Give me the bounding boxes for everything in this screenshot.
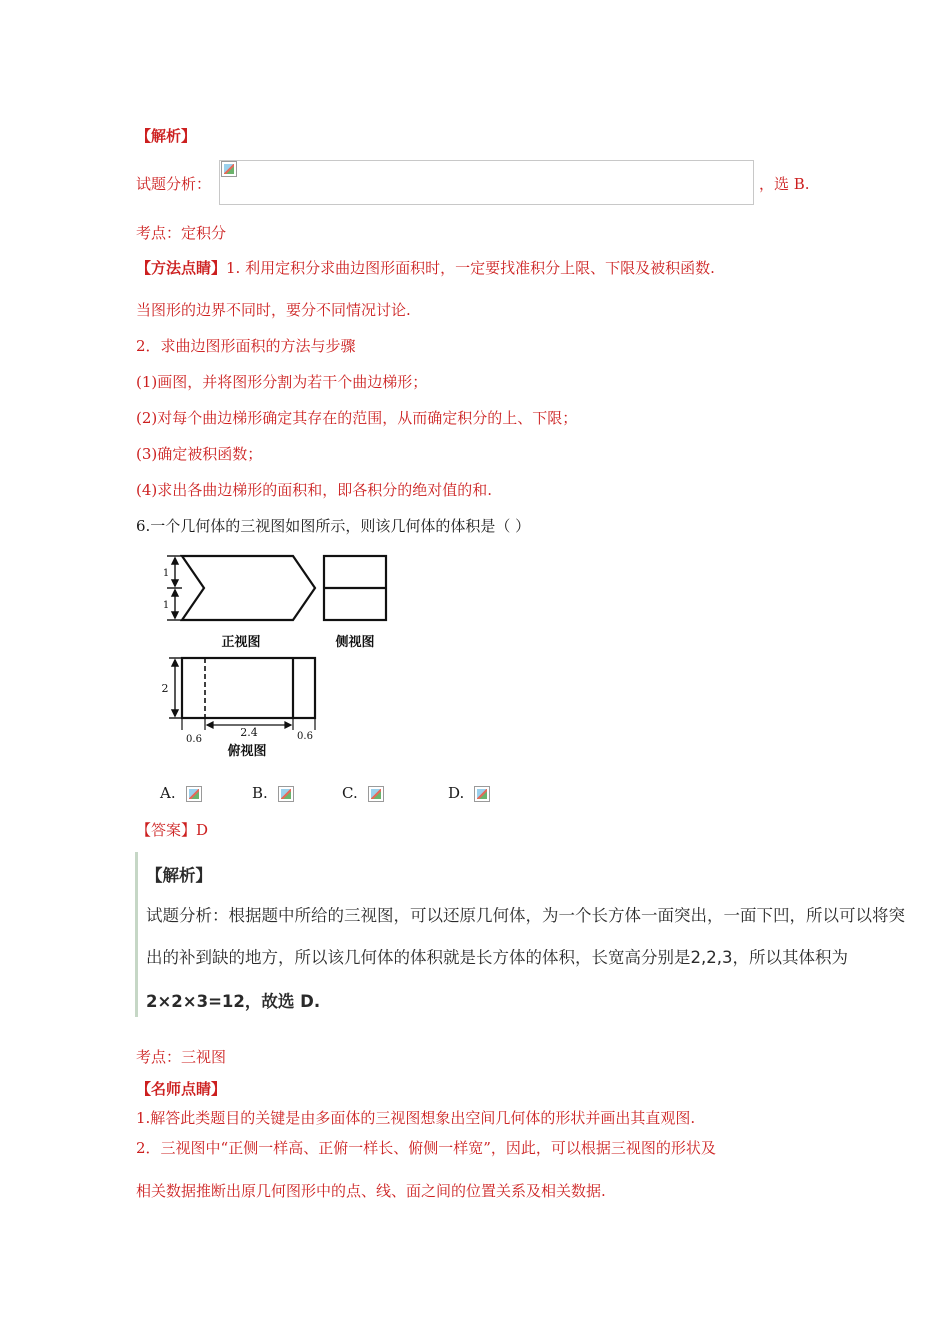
keypoint-three-view: 考点：三视图 — [136, 1048, 227, 1066]
option-c[interactable] — [342, 784, 384, 802]
formula-image-placeholder — [219, 160, 754, 205]
analysis-tail: ，选 B. — [759, 175, 810, 193]
dim-2.4: 2.4 — [240, 726, 258, 739]
scan-heading: 【解析】 — [146, 866, 212, 885]
option-c-label: C. — [342, 784, 358, 802]
method-line-1-text: 1. 利用定积分求曲边图形面积时，一定要找准积分上限、下限及被积函数. — [226, 259, 715, 277]
scan-line-3: 2×2×3=12，故选 D. — [146, 992, 321, 1011]
scan-line-1: 试题分析：根据题中所给的三视图，可以还原几何体，为一个长方体一面突出，一面下凹，所以可以将突 — [146, 906, 905, 925]
dim-1a: 1 — [162, 568, 170, 579]
step-2: (2)对每个曲边梯形确定其存在的范围，从而确定积分的上、下限； — [136, 409, 578, 427]
top-view-label: 俯视图 — [227, 744, 267, 759]
option-d[interactable] — [448, 784, 490, 802]
three-view-figure — [155, 548, 400, 763]
method-line-1 — [136, 258, 715, 278]
option-b[interactable] — [252, 784, 294, 802]
answer-label: 【答案】D — [136, 821, 209, 839]
front-view — [182, 556, 315, 620]
option-b-label: B. — [252, 784, 268, 802]
method-heading: 【方法点睛】 — [136, 259, 227, 277]
top-view — [182, 658, 315, 718]
step-4: (4)求出各曲边梯形的面积和，即各积分的绝对值的和. — [136, 481, 493, 499]
step-3: (3)确定被积函数； — [136, 445, 263, 463]
method-line-2: 当图形的边界不同时，要分不同情况讨论. — [136, 301, 411, 319]
dim-0.6-left: 0.6 — [186, 734, 202, 745]
front-dim-arrows — [167, 556, 182, 620]
teacher-line-3: 相关数据推断出原几何图形中的点、线、面之间的位置关系及相关数据. — [136, 1182, 606, 1200]
scan-line-2: 出的补到缺的地方，所以该几何体的体积就是长方体的体积，长宽高分别是2,2,3，所以其体积为 — [146, 948, 848, 967]
option-d-broken-image-icon — [474, 786, 490, 802]
scanned-solution-image — [135, 852, 913, 1017]
question-text: 6.一个几何体的三视图如图所示，则该几何体的体积是（ ） — [136, 517, 531, 535]
side-view — [324, 556, 386, 620]
option-a[interactable] — [160, 784, 202, 802]
analysis-heading: 【解析】 — [136, 127, 197, 145]
dim-2: 2 — [161, 682, 169, 695]
keypoint-integral: 考点：定积分 — [136, 224, 227, 242]
step-1: (1)画图，并将图形分割为若干个曲边梯形； — [136, 373, 428, 391]
teacher-line-2: 2．三视图中“正侧一样高、正俯一样长、俯侧一样宽”，因此，可以根据三视图的形状及 — [136, 1139, 716, 1157]
dim-0.6-right: 0.6 — [297, 731, 313, 742]
teacher-line-1: 1.解答此类题目的关键是由多面体的三视图想象出空间几何体的形状并画出其直观图. — [136, 1109, 696, 1127]
method-line-3: 2．求曲边图形面积的方法与步骤 — [136, 337, 356, 355]
teacher-heading: 【名师点睛】 — [136, 1080, 227, 1098]
option-a-label: A. — [160, 784, 176, 802]
dim-1b: 1 — [162, 600, 170, 611]
option-a-broken-image-icon — [186, 786, 202, 802]
option-b-broken-image-icon — [278, 786, 294, 802]
side-view-label: 侧视图 — [335, 635, 375, 650]
analysis-label: 试题分析： — [136, 175, 212, 193]
front-view-label: 正视图 — [221, 635, 261, 650]
option-d-label: D. — [448, 784, 465, 802]
option-c-broken-image-icon — [368, 786, 384, 802]
